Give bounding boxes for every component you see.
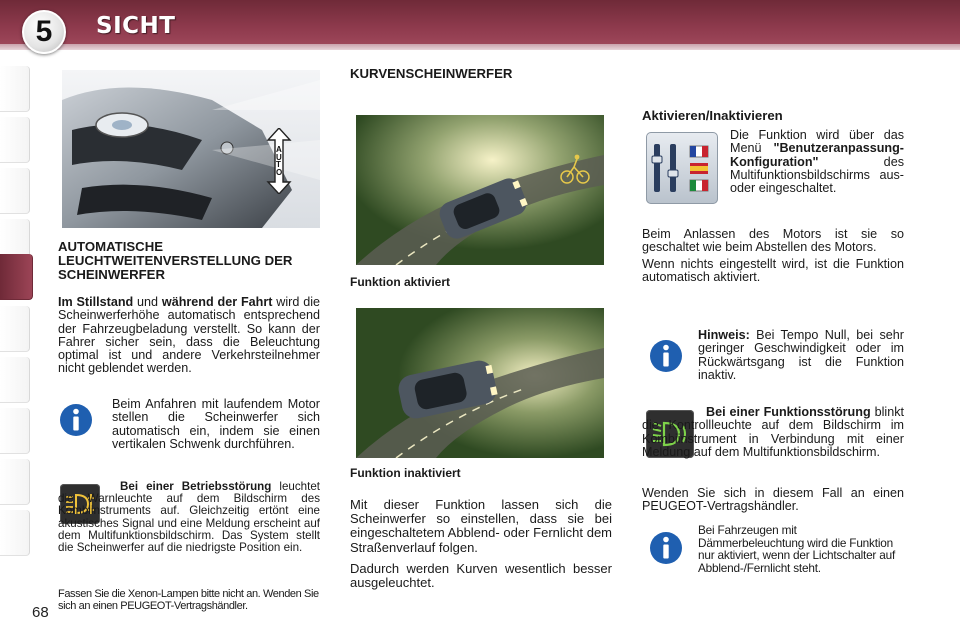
menu-settings-icon <box>646 132 718 204</box>
chapter-tab-9[interactable] <box>0 459 30 505</box>
page-number: 68 <box>32 604 49 621</box>
auto-leveling-heading: AUTOMATISCHE LEUCHTWEITENVERSTELLUNG DER SCHEINWERFER <box>58 239 293 282</box>
xenon-note: Fassen Sie die Xenon-Lampen bitte nicht an. Wenden Sie sich an einen PEUGEOT-Vertragshändler. <box>58 588 319 612</box>
page-title: SICHT <box>96 13 176 39</box>
auto-label: AUTO <box>276 145 283 177</box>
hint-text <box>698 329 904 382</box>
chapter-tabs <box>0 66 34 576</box>
header-stripe <box>0 44 960 50</box>
text-and: und <box>133 295 162 309</box>
auto-leveling-paragraph <box>58 296 320 376</box>
cornering-inactive-photo <box>356 308 604 458</box>
chapter-tab-10[interactable] <box>0 510 30 556</box>
caption-active: Funktion aktiviert <box>350 275 451 289</box>
caption-inactive: Funktion inaktiviert <box>350 466 461 480</box>
fault-warning-bold: Bei einer Betriebsstörung <box>120 480 272 493</box>
chapter-badge: 5 <box>22 10 66 54</box>
menu-text-start: Die Funktion wird über das Menü <box>730 128 904 156</box>
fault-right-body: blinkt die Kontrollleuchte auf dem Bildschirm im Kombiinstrument in Verbindung mit einer Meldung auf dem Multifunktionsbildschirm. <box>642 405 904 459</box>
bold-stationary: Im Stillstand <box>58 295 134 309</box>
menu-text-end: des Multifunktionsbildschirms aus- oder eingeschaltet. <box>730 154 904 196</box>
menu-name-bold: "Benutzeranpassung-Konfiguration" <box>730 141 904 169</box>
fault-right-text <box>642 406 904 459</box>
chapter-tab-5[interactable] <box>0 254 33 300</box>
chapter-tab-1[interactable] <box>0 66 30 112</box>
info-icon <box>56 400 96 440</box>
chapter-tab-2[interactable] <box>0 117 30 163</box>
info-icon <box>646 336 686 376</box>
start-info-text: Beim Anfahren mit laufendem Motor stellen die Scheinwerfer sich automatisch ein, indem sie einen vertikalen Schwenk durchführen. <box>112 397 320 451</box>
chapter-tab-8[interactable] <box>0 408 30 454</box>
chapter-tab-6[interactable] <box>0 306 30 352</box>
fault-right-bold: Bei einer Funktionsstörung <box>706 405 871 419</box>
default-active-text: Wenn nichts eingestellt wird, ist die Funktion automatisch aktiviert. <box>642 257 904 285</box>
dealer-text: Wenden Sie sich in diesem Fall an einen PEUGEOT-Vertragshändler. <box>642 486 904 514</box>
engine-start-text: Beim Anlassen des Motors ist sie so geschaltet wie beim Abstellen des Motors. <box>642 227 904 255</box>
dusk-lighting-note: Bei Fahrzeugen mit Dämmerbeleuchtung wird die Funktion nur aktiviert, wenn der Lichtschalter auf Abblend-/Fernlicht steht. <box>698 523 896 575</box>
fault-warning-body: leuchtet die Warnleuchte auf dem Bildschirm des Kombiinstruments auf. Gleichzeitig ertönt eine akustisches Signal und eine Meldung erscheint auf dem Multifunktionsbildschirm. Das System stellt die Scheinwerfer auf die niedrigste Position ein. <box>58 480 320 555</box>
menu-instructions <box>730 129 904 195</box>
cornering-active-photo <box>356 115 604 265</box>
activate-heading: Aktivieren/Inaktivieren <box>642 108 783 123</box>
chapter-tab-7[interactable] <box>0 357 30 403</box>
cornering-lights-heading: KURVENSCHEINWERFER <box>350 66 513 81</box>
bold-driving: während der Fahrt <box>161 295 273 309</box>
fault-warning-text <box>58 481 320 554</box>
hint-bold: Hinweis: <box>698 328 750 342</box>
chapter-tab-3[interactable] <box>0 168 30 214</box>
cornering-description: Mit dieser Funktion lassen sich die Scheinwerfer so einstellen, dass sie bei eingeschaltetem Abblend- oder Fernlicht dem Straßenverlauf folgen. <box>350 497 612 555</box>
info-icon <box>646 528 686 568</box>
auto-leveling-text: wird die Scheinwerferhöhe automatisch entsprechend der Fahrzeugbeladung verstellt. So kann der Fahrer sicher sein, dass die Beleuchtung optimal ist und andere Verkehrsteilnehmer nicht geblendet werden. <box>58 295 320 376</box>
cornering-benefit: Dadurch werden Kurven wesentlich besser ausgeleuchtet. <box>350 561 612 591</box>
hint-body: Bei Tempo Null, bei sehr geringer Geschwindigkeit oder im Rückwärtsgang ist die Funktion inaktiv. <box>698 328 904 382</box>
